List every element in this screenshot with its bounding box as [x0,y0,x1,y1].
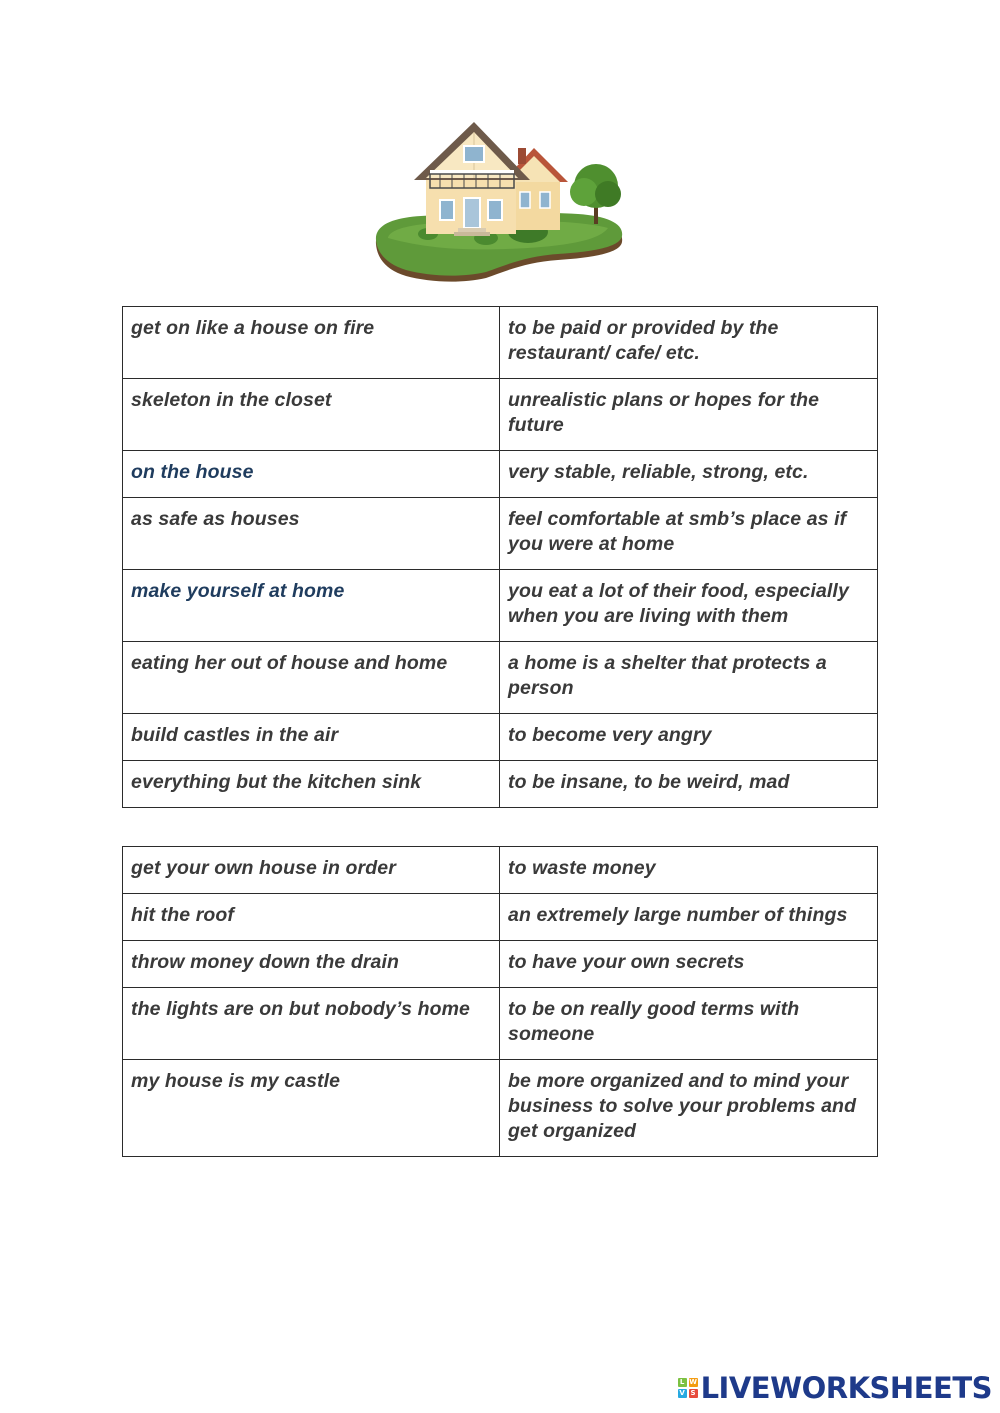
logo-mark-letter: S [690,1389,696,1397]
table-row [123,570,878,642]
logo-text: LIVEWORKSHEETS [700,1371,992,1405]
meaning-cell: to be on really good terms with someone [500,988,878,1060]
meaning-cell: be more organized and to mind your business to solve your problems and get organized [500,1060,878,1157]
table-row [123,894,878,941]
table-row [123,1060,878,1157]
idiom-cell: build castles in the air [123,714,500,761]
table-row [123,379,878,451]
meaning-cell: feel comfortable at smb’s place as if you were at home [500,498,878,570]
meaning-cell: very stable, reliable, strong, etc. [500,451,878,498]
table-row [123,714,878,761]
idiom-cell: on the house [123,451,500,498]
idiom-cell: everything but the kitchen sink [123,761,500,808]
table-row [123,498,878,570]
meaning-cell: to waste money [500,847,878,894]
logo-mark-letter: W [689,1378,697,1386]
liveworksheets-logo[interactable] [678,1371,992,1405]
idiom-cell: hit the roof [123,894,500,941]
idiom-cell: make yourself at home [123,570,500,642]
logo-mark-letter: V [679,1389,685,1397]
table-row [123,451,878,498]
table-row [123,307,878,379]
meaning-cell: an extremely large number of things [500,894,878,941]
idiom-cell: get your own house in order [123,847,500,894]
idiom-cell: throw money down the drain [123,941,500,988]
table-row [123,847,878,894]
table-row [123,988,878,1060]
table-row [123,642,878,714]
liveworksheets-logo-icon [678,1378,698,1398]
meaning-cell: you eat a lot of their food, especially when you are living with them [500,570,878,642]
house-icon [368,112,634,286]
idiom-cell: my house is my castle [123,1060,500,1157]
table-row [123,761,878,808]
idiom-cell: the lights are on but nobody’s home [123,988,500,1060]
meaning-cell: to be paid or provided by the restaurant/ cafe/ etc. [500,307,878,379]
idiom-cell: as safe as houses [123,498,500,570]
idiom-cell: get on like a house on fire [123,307,500,379]
table-row [123,941,878,988]
meaning-cell: a home is a shelter that protects a person [500,642,878,714]
meaning-cell: to become very angry [500,714,878,761]
idiom-cell: eating her out of house and home [123,642,500,714]
idioms-table-1 [122,306,878,808]
idioms-table-2 [122,846,878,1157]
meaning-cell: to be insane, to be weird, mad [500,761,878,808]
idiom-cell: skeleton in the closet [123,379,500,451]
logo-mark-letter: L [678,1378,687,1387]
meaning-cell: unrealistic plans or hopes for the future [500,379,878,451]
meaning-cell: to have your own secrets [500,941,878,988]
